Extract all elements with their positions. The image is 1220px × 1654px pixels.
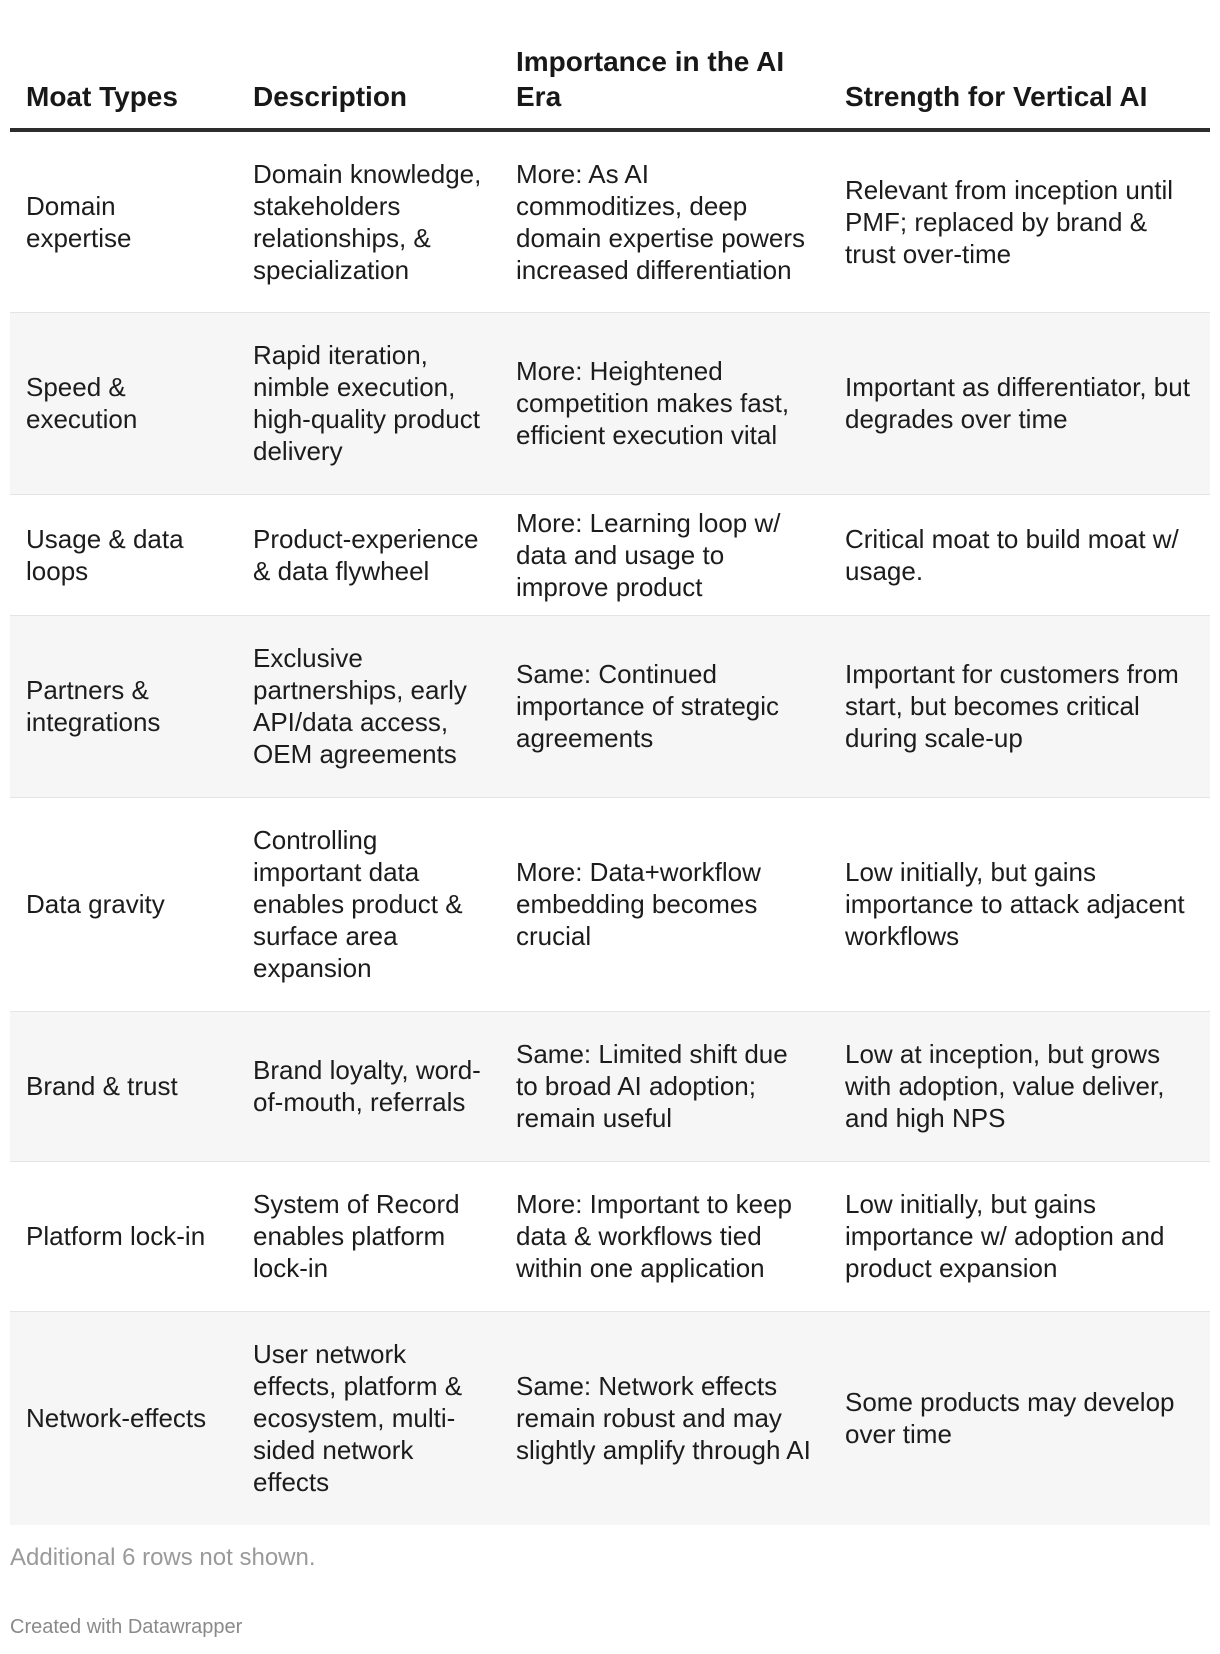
table-row: [10, 1011, 1210, 1161]
cell-moat: Network-effects: [10, 1311, 237, 1525]
table-row: [10, 312, 1210, 494]
cell-moat: Speed & execution: [10, 312, 237, 494]
cell-description: Controlling important data enables product & surface area expansion: [237, 797, 500, 1011]
cell-moat: Domain expertise: [10, 130, 237, 312]
cell-importance: More: Important to keep data & workflows tied within one application: [500, 1161, 829, 1311]
table-row: [10, 797, 1210, 1011]
table-body: [10, 130, 1210, 1525]
cell-description: User network effects, platform & ecosystem, multi-sided network effects: [237, 1311, 500, 1525]
cell-description: Domain knowledge, stakeholders relationships, & specialization: [237, 130, 500, 312]
cell-importance: Same: Continued importance of strategic agreements: [500, 615, 829, 797]
moat-table: [10, 36, 1210, 1525]
header-importance: Importance in the AI Era: [500, 36, 829, 130]
cell-importance: More: Heightened competition makes fast, efficient execution vital: [500, 312, 829, 494]
table-header: [10, 36, 1210, 130]
table-row: [10, 494, 1210, 615]
cell-importance: More: As AI commoditizes, deep domain expertise powers increased differentiation: [500, 130, 829, 312]
cell-description: Exclusive partnerships, early API/data access, OEM agreements: [237, 615, 500, 797]
header-moat-types: Moat Types: [10, 36, 237, 130]
rows-not-shown-note: Additional 6 rows not shown.: [10, 1544, 316, 1571]
cell-strength: Some products may develop over time: [829, 1311, 1210, 1525]
cell-importance: More: Learning loop w/ data and usage to improve product: [500, 494, 829, 615]
table-row: [10, 615, 1210, 797]
header-description: Description: [237, 36, 500, 130]
header-strength: Strength for Vertical AI: [829, 36, 1210, 130]
table-row: [10, 1311, 1210, 1525]
cell-description: Rapid iteration, nimble execution, high-quality product delivery: [237, 312, 500, 494]
datawrapper-credit: Created with Datawrapper: [10, 1616, 243, 1638]
cell-description: Product-experience & data flywheel: [237, 494, 500, 615]
cell-importance: Same: Limited shift due to broad AI adoption; remain useful: [500, 1011, 829, 1161]
table-row: [10, 130, 1210, 312]
cell-strength: Low initially, but gains importance w/ adoption and product expansion: [829, 1161, 1210, 1311]
cell-strength: Low at inception, but grows with adoption, value deliver, and high NPS: [829, 1011, 1210, 1161]
cell-description: Brand loyalty, word-of-mouth, referrals: [237, 1011, 500, 1161]
table-row: [10, 1161, 1210, 1311]
cell-importance: Same: Network effects remain robust and may slightly amplify through AI: [500, 1311, 829, 1525]
cell-moat: Usage & data loops: [10, 494, 237, 615]
cell-strength: Relevant from inception until PMF; replaced by brand & trust over-time: [829, 130, 1210, 312]
cell-moat: Platform lock-in: [10, 1161, 237, 1311]
cell-importance: More: Data+workflow embedding becomes crucial: [500, 797, 829, 1011]
cell-strength: Low initially, but gains importance to attack adjacent workflows: [829, 797, 1210, 1011]
cell-moat: Partners & integrations: [10, 615, 237, 797]
header-row: [10, 36, 1210, 130]
cell-moat: Brand & trust: [10, 1011, 237, 1161]
cell-description: System of Record enables platform lock-in: [237, 1161, 500, 1311]
cell-moat: Data gravity: [10, 797, 237, 1011]
cell-strength: Important for customers from start, but becomes critical during scale-up: [829, 615, 1210, 797]
cell-strength: Critical moat to build moat w/ usage.: [829, 494, 1210, 615]
cell-strength: Important as differentiator, but degrades over time: [829, 312, 1210, 494]
